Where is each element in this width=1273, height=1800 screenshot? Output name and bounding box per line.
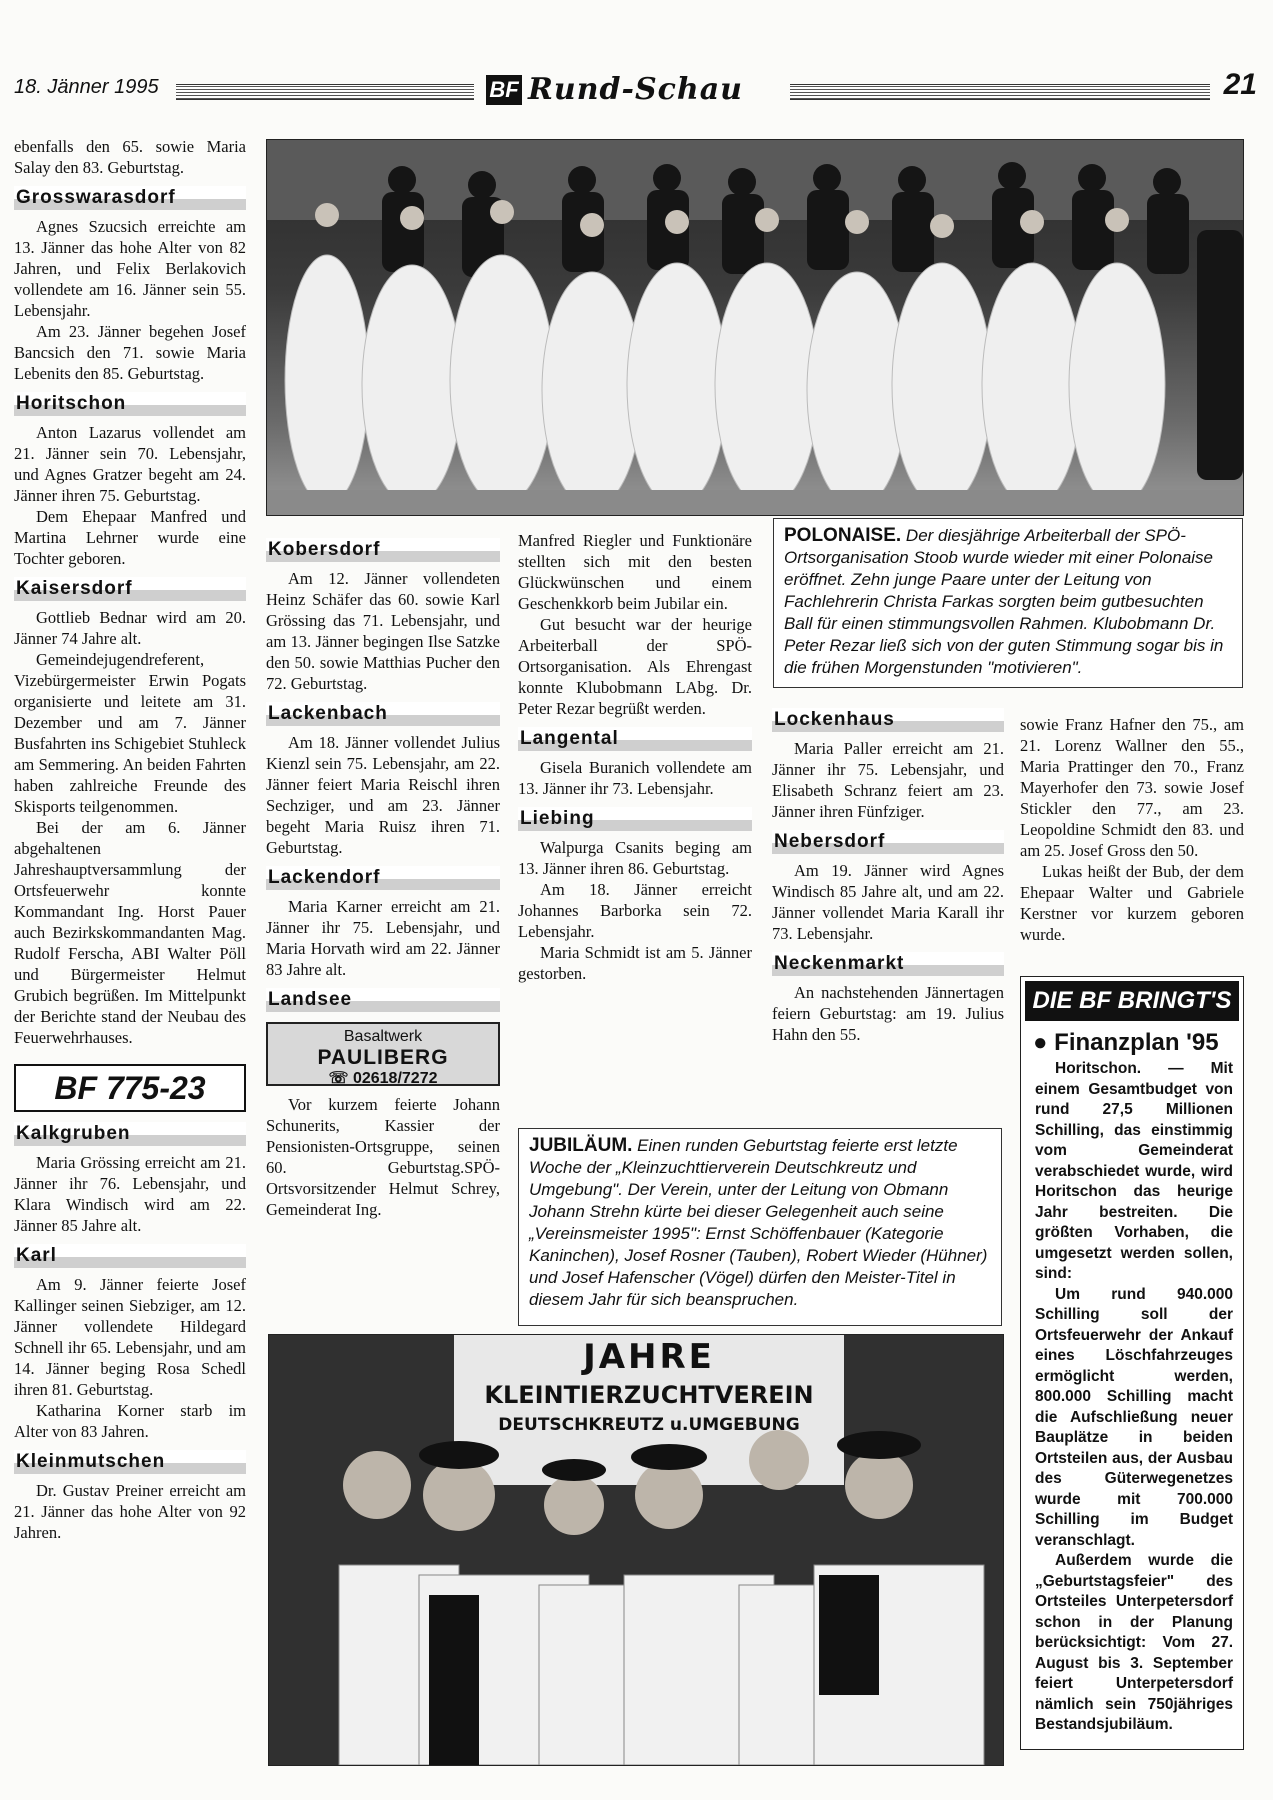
paragraph: Walpurga Csanits beging am 13. Jänner ihren 86. Geburtstag. bbox=[518, 838, 752, 878]
header-rule-left bbox=[176, 84, 474, 100]
paragraph: Anton Lazarus vollendet am 21. Jänner sein 70. Lebensjahr, und Agnes Gratzer begeht am 24. Jänner ihren 75. Geburtstag. bbox=[14, 423, 246, 505]
heading-nebersdorf: Nebersdorf bbox=[772, 830, 1004, 854]
bf-bringts-box bbox=[1020, 976, 1244, 1750]
heading-lackenbach: Lackenbach bbox=[266, 702, 500, 726]
jubilaeum-lead: JUBILÄUM. bbox=[529, 1135, 633, 1156]
ad-phone: ☏ 02618/7272 bbox=[328, 1070, 438, 1087]
paragraph: Gottlieb Bednar wird am 20. Jänner 74 Jahre alt. bbox=[14, 608, 246, 648]
paragraph: Katharina Korner starb im Alter von 83 Jahren. bbox=[14, 1401, 246, 1441]
column-1 bbox=[14, 136, 246, 1543]
ball-photo-graphic bbox=[267, 140, 1243, 515]
finanzplan-title-text: Finanzplan '95 bbox=[1054, 1029, 1219, 1056]
paragraph: Horitschon. — Mit einem Gesamtbudget von rund 27,5 Millionen Schilling, das einstimmig vom Gemeinderat verabschiedet wurde, wird Horitschon das heurige Jahr bestreiten. Die größten Vorhaben, die umgesetzt werden sollen, sind: bbox=[1035, 1060, 1233, 1282]
intro-text: ebenfalls den 65. sowie Maria Salay den 83. Geburtstag. bbox=[14, 137, 246, 177]
heading-kalkgruben: Kalkgruben bbox=[14, 1122, 246, 1146]
paragraph: sowie Franz Hafner den 75., am 21. Lorenz Wallner den 55., Maria Prattinger den 70., Franz Mayerhofer den 73. sowie Josef Stickler den 77., am 23. Leopoldine Schmidt den 83. und am 25. Josef Gross den 50. bbox=[1020, 715, 1244, 860]
paragraph: Gisela Buranich vollendete am 13. Jänner ihr 73. Lebensjahr. bbox=[518, 758, 752, 798]
heading-kaisersdorf: Kaisersdorf bbox=[14, 577, 246, 601]
paragraph: Um rund 940.000 Schilling soll der Ortsfeuerwehr der Ankauf eines Löschfahrzeuges ermöglicht werden, 800.000 Schilling macht die Aufschließung neuer Bauplätze in beiden Ortsteilen aus, der Ausbau des Güterwegenetzes wurde mit 700.000 Schilling im Budget veranschlagt. bbox=[1035, 1285, 1233, 1549]
paragraph: Gut besucht war der heurige Arbeiterball der SPÖ-Ortsorganisation. Als Ehrengast konnte Klubobmann LAbg. Dr. Peter Rezar begrüßt werden. bbox=[518, 615, 752, 718]
paragraph: Vor kurzem feierte Johann Schunerits, Kassier der Pensionisten-Ortsgruppe, seinen 60. Geburtstag.SPÖ-Ortsvorsitzender Helmut Schrey, Gemeinderat Ing. bbox=[266, 1095, 500, 1219]
heading-grosswarasdorf: Grosswarasdorf bbox=[14, 186, 246, 210]
paragraph: Maria Karner erreicht am 21. Jänner ihr 75. Lebensjahr, und Maria Horvath wird am 22. Jänner 83 Jahre alt. bbox=[266, 897, 500, 979]
ball-photo bbox=[266, 139, 1244, 516]
page-number: 21 bbox=[1223, 68, 1257, 101]
paragraph: Bei der am 6. Jänner abgehaltenen Jahreshauptversammlung der Ortsfeuerwehr konnte Kommandant Ing. Horst Pauer auch Bezirkskommandanten Mag. Rudolf Ferscha, ABI Walter Pöll und Bürgermeister Helmut Grubich begrüßen. Im Mittelpunkt der Berichte stand der Neubau des Feuerwehrhauses. bbox=[14, 818, 246, 1047]
heading-karl: Karl bbox=[14, 1244, 246, 1268]
polonaise-lead: POLONAISE. bbox=[784, 525, 902, 546]
heading-kobersdorf: Kobersdorf bbox=[266, 538, 500, 562]
ad-line-2: PAULIBERG bbox=[317, 1046, 449, 1069]
heading-lockenhaus: Lockenhaus bbox=[772, 708, 1004, 732]
paragraph: Am 18. Jänner erreicht Johannes Barborka sein 72. Lebensjahr. bbox=[518, 880, 752, 941]
paragraph: Lukas heißt der Bub, der dem Ehepaar Walter und Gabriele Kerstner vor kurzem geboren wurde. bbox=[1020, 862, 1244, 944]
bf-bringts-header: DIE BF BRINGT'S bbox=[1025, 981, 1239, 1021]
heading-horitschon: Horitschon bbox=[14, 392, 246, 416]
paragraph: Gemeindejugendreferent, Vizebürgermeister Erwin Pogats organisierte und leitete am 31. Dezember und am 7. Jänner Busfahrten ins Schigebiet Stuhleck am Semmering. An beiden Fahrten haben zahlreiche Freunde des Skisports teilgenommen. bbox=[14, 650, 246, 816]
paragraph: Dr. Gustav Preiner erreicht am 21. Jänner das hohe Alter von 92 Jahren. bbox=[14, 1481, 246, 1542]
paragraph: Am 12. Jänner vollendeten Heinz Schäfer das 60. sowie Karl Grössing das 71. Lebensjahr, und am 13. Jänner begingen Ilse Satzke den 50. sowie Matthias Pucher den 72. Geburtstag. bbox=[266, 569, 500, 693]
paragraph: Am 23. Jänner begehen Josef Bancsich den 71. sowie Maria Lebenits den 85. Geburtstag. bbox=[14, 322, 246, 383]
column-2 bbox=[266, 530, 500, 1220]
masthead bbox=[486, 72, 743, 107]
issue-date: 18. Jänner 1995 bbox=[14, 76, 159, 98]
finanzplan-title bbox=[1021, 1025, 1243, 1059]
paragraph: An nachstehenden Jännertagen feiern Geburtstag: am 19. Julius Hahn den 55. bbox=[772, 983, 1004, 1044]
paragraph: Agnes Szucsich erreichte am 13. Jänner das hohe Alter von 82 Jahren, und Felix Berlakovich vollendete am 16. Jänner sein 55. Lebensjahr. bbox=[14, 217, 246, 320]
jubilaeum-caption bbox=[518, 1128, 1002, 1326]
banner-verein: KLEINTIERZUCHTVEREIN bbox=[484, 1381, 814, 1409]
ad-basaltwerk bbox=[266, 1022, 500, 1086]
club-photo bbox=[268, 1334, 1004, 1766]
bullet-icon: ● bbox=[1033, 1029, 1048, 1056]
bf-logo: BF bbox=[486, 75, 522, 105]
polonaise-text: Der diesjährige Arbeiterball der SPÖ-Ortsorganisation Stoob wurde wieder mit einer Polonaise eröffnet. Zehn junge Paare unter der Leitung von Fachlehrerin Christa Farkas sorgten beim gutbesuchten Ball für einen stimmungsvollen Rahmen. Klubobmann Dr. Peter Rezar ließ sich von der guten Stimmung sogar bis in die frühen Morgenstunden "motivieren". bbox=[784, 526, 1224, 677]
paragraph: Maria Schmidt ist am 5. Jänner gestorben. bbox=[518, 943, 752, 983]
heading-landsee: Landsee bbox=[266, 988, 500, 1012]
column-5 bbox=[1020, 714, 1244, 945]
column-4 bbox=[772, 708, 1004, 1045]
paragraph: Am 19. Jänner wird Agnes Windisch 85 Jahre alt, und am 22. Jänner vollendet Maria Karall ihr 73. Lebensjahr. bbox=[772, 861, 1004, 943]
finanzplan-body bbox=[1021, 1059, 1243, 1736]
heading-liebing: Liebing bbox=[518, 807, 752, 831]
paragraph: Dem Ehepaar Manfred und Martina Lehrner wurde eine Tochter geboren. bbox=[14, 507, 246, 568]
ad-line-1: Basaltwerk bbox=[343, 1028, 423, 1045]
paragraph: Maria Paller erreicht am 21. Jänner ihr 75. Lebensjahr, und Elisabeth Schranz feiert am 23. Jänner ihren Fünfziger. bbox=[772, 739, 1004, 821]
paragraph: Maria Grössing erreicht am 21. Jänner ihr 76. Lebensjahr, und Klara Windisch wird am 22. Jänner 85 Jahre alt. bbox=[14, 1153, 246, 1235]
paragraph: Am 18. Jänner vollendet Julius Kienzl sein 75. Lebensjahr, am 22. Jänner feiert Maria Reischl ihren Sechziger, und am 23. Jänner begeht Maria Ruisz ihren 71. Geburtstag. bbox=[266, 733, 500, 857]
paragraph: Manfred Riegler und Funktionäre stellten sich mit den besten Glückwünschen und einem Geschenkkorb beim Jubilar ein. bbox=[518, 531, 752, 613]
column-3 bbox=[518, 530, 752, 984]
banner-jahre: JAHRE bbox=[583, 1337, 715, 1377]
section-title: Rund-Schau bbox=[528, 72, 743, 107]
paragraph: Am 9. Jänner feierte Josef Kallinger seinen Siebziger, am 12. Jänner vollendete Hildegard Schnell ihr 65. Lebensjahr, und am 14. Jänner beging Rosa Schedl ihren 81. Geburtstag. bbox=[14, 1275, 246, 1399]
banner-ort: DEUTSCHKREUTZ u.UMGEBUNG bbox=[498, 1415, 800, 1435]
heading-lackendorf: Lackendorf bbox=[266, 866, 500, 890]
heading-neckenmarkt: Neckenmarkt bbox=[772, 952, 1004, 976]
paragraph: Außerdem wurde die „Geburtstagsfeier" des Ortsteiles Unterpetersdorf schon in der Planung berücksichtigt: Vom 27. August bis 3. September feiert Unterpetersdorf nämlich sein 750jähriges Bestandsjubiläum. bbox=[1035, 1552, 1233, 1733]
jubilaeum-text: Einen runden Geburtstag feierte erst letzte Woche der „Kleinzuchttierverein Deutschkreutz und Umgebung". Der Verein, unter der Leitung von Obmann Johann Strehn kürte bei dieser Gelegenheit auch seine „Vereinsmeister 1995": Ernst Schöffenbauer (Kategorie Kaninchen), Josef Rosner (Tauben), Robert Wieder (Hühner) und Josef Hafenscher (Vögel) dürfen den Meister-Titel in diesem Jahr für sich beanspruchen. bbox=[529, 1136, 988, 1309]
header-rule-right bbox=[790, 84, 1210, 100]
bf-number-box: BF 775-23 bbox=[14, 1064, 246, 1112]
heading-kleinmutschen: Kleinmutschen bbox=[14, 1450, 246, 1474]
polonaise-caption bbox=[773, 518, 1243, 688]
heading-langental: Langental bbox=[518, 727, 752, 751]
